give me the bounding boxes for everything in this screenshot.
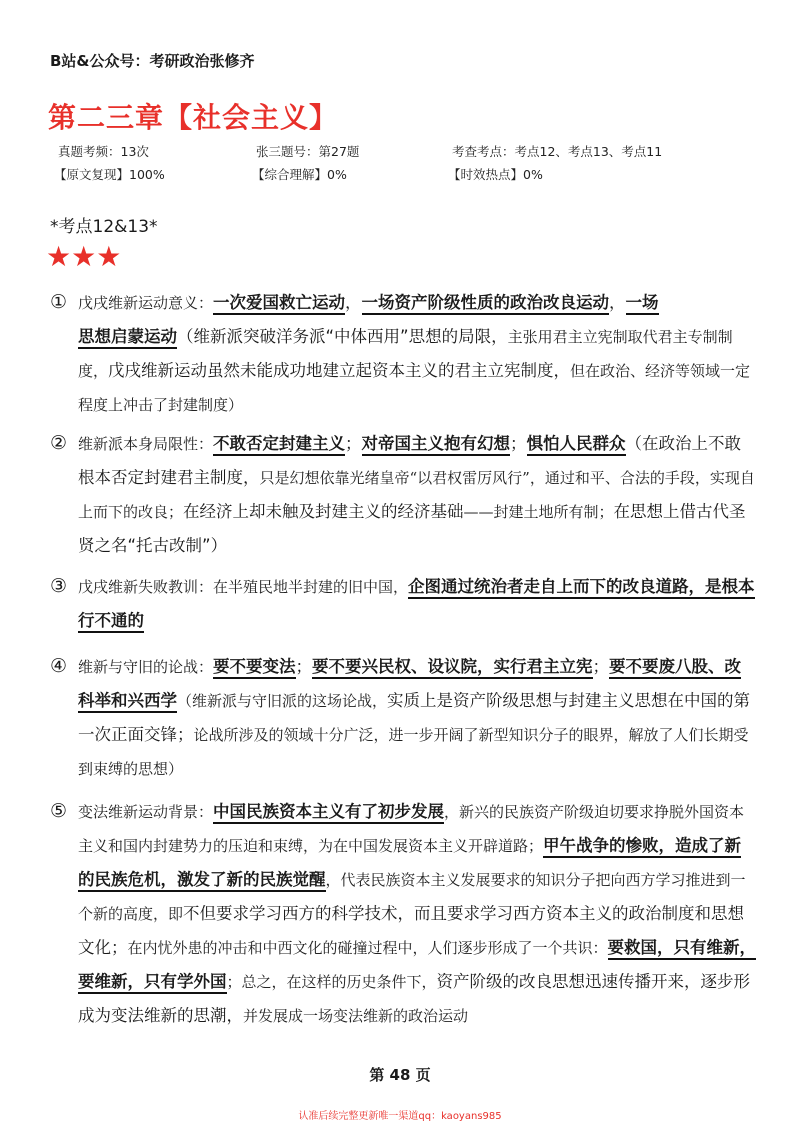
item-number: ⑤ [50,800,68,822]
item-text: 并发展成一场变法维新的政治运动 [243,1007,469,1025]
page-number: 第 48 页 [369,1066,431,1084]
item-text: 只是幻想依靠光绪皇帝“以君权雷厉风行”，通过和平、合法的手段，实现自上而下的改良； [78,469,755,521]
key-point: 一次爱国救亡运动 [213,293,345,315]
meta-original-text: 【原文复现】100% [54,167,165,182]
key-point: 不敢否定封建主义 [213,434,345,456]
list-item [50,427,756,562]
punct: ； [345,434,362,453]
meta-exam-points: 考查考点：考点12、考点13、考点11 [452,144,663,159]
key-point: 一场资产阶级性质的政治改良运动 [362,293,610,315]
punct: ； [295,657,313,676]
importance-stars: ★★★ [46,240,122,273]
item-text: 论战所涉及的领域十分广泛，进一步开阔了新型知识分子的眼界，解放了人们长期受到束缚的思想） [78,726,749,778]
item-text: ，新兴的民族资产阶级迫切要求挣脱外国资本主义和国内封建势力的压迫和束缚，为在中国发展资本主义开辟道路； [78,803,745,855]
punct: ； [592,657,610,676]
punct: ， [345,293,362,312]
item-body [78,570,756,637]
item-text: 在经济上却未触及封建主义的经济基础 [183,502,464,521]
item-number: ② [50,432,68,454]
key-point: 要不要兴民权、设议院，实行君主立宪 [312,657,593,679]
key-point: 一场 [626,293,659,315]
item-body [78,795,756,1033]
item-number: ④ [50,655,68,677]
key-point: 要不要废八股、改科举和兴西学 [78,657,741,713]
list-item [50,650,756,786]
item-body [78,286,756,422]
meta-question-number: 张三题号：第27题 [256,144,360,159]
item-text: 但在政治、经济等领域一定程度上冲击了封建制度） [78,362,751,414]
punct: ， [609,293,626,312]
meta-hot-topics: 【时效热点】0% [448,167,543,182]
item-lead: 变法维新运动背景： [78,803,214,821]
punct: ； [510,434,527,453]
item-body [78,427,756,562]
item-text: 戊戌维新运动虽然未能成功地建立起资本主义的君主立宪制度， [108,361,571,380]
item-text: ，代表民族资本主义发展要求的知识分子把向西方学习推进到一个新的高度，即 [78,871,746,923]
key-point: 对帝国主义抱有幻想 [362,434,511,456]
item-lead: 戊戌维新运动意义： [78,294,214,312]
item-lead: 维新与守旧的论战： [78,658,214,676]
item-text: 资产阶级的改良思想迅速传播开来，逐步形成为变法维新的思潮， [78,972,751,1025]
item-text: ——封建土地所有制； [463,503,614,521]
item-number: ① [50,291,68,313]
list-item [50,570,756,637]
list-item [50,795,756,1033]
list-item [50,286,756,422]
item-text: 在内忧外患的冲击和中西文化的碰撞过程中，人们逐步形成了一个共识： [127,939,608,957]
meta-comprehension: 【综合理解】0% [252,167,347,182]
item-text: 主张用君主立宪制取代君主专制制度， [78,328,733,380]
item-text: 不但要求学习西方的科学技术，而且要求学习西方资本主义的政治制度和思想文化； [78,904,745,957]
item-number: ③ [50,575,68,597]
item-text: （维新派与守旧派的这场论战， [177,692,388,710]
item-lead: 维新派本身局限性： [78,435,214,453]
item-text: ；总之，在这样的历史条件下， [226,973,437,991]
item-body [78,650,756,786]
item-text: （在政治上不敢根本否定封建君主制度， [78,434,742,487]
chapter-title: 第二三章【社会主义】 [48,101,339,134]
key-point: 中国民族资本主义有了初步发展 [213,802,444,824]
header-brand: B站&公众号：考研政治张修齐 [50,52,255,70]
key-point: 企图通过统治者走自上而下的改良道路，是根本行不通的 [78,577,755,633]
meta-frequency: 真题考频：13次 [58,144,149,159]
item-lead: 戊戌维新失败教训：在半殖民地半封建的旧中国， [78,578,409,596]
key-point: 思想启蒙运动 [78,327,177,349]
exam-point-label: *考点12&13* [50,217,158,237]
key-point: 惧怕人民群众 [527,434,626,456]
key-point: 甲午战争的惨败，造成了新的民族危机，激发了新的民族觉醒 [78,836,741,892]
item-text: 实质上是资产阶级思想与封建主义思想在中国的第一次正面交锋； [78,691,751,744]
key-point: 要不要变法 [213,657,296,679]
key-point: 要救国，只有维新，要维新，只有学外国 [78,938,756,994]
item-text: 在思想上借古代圣贤之名“托古改制”） [78,502,746,555]
item-text: （维新派突破洋务派“中体西用”思想的局限， [177,327,508,346]
footer-note: 认准后续完整更新唯一渠道qq：kaoyans985 [298,1111,502,1122]
